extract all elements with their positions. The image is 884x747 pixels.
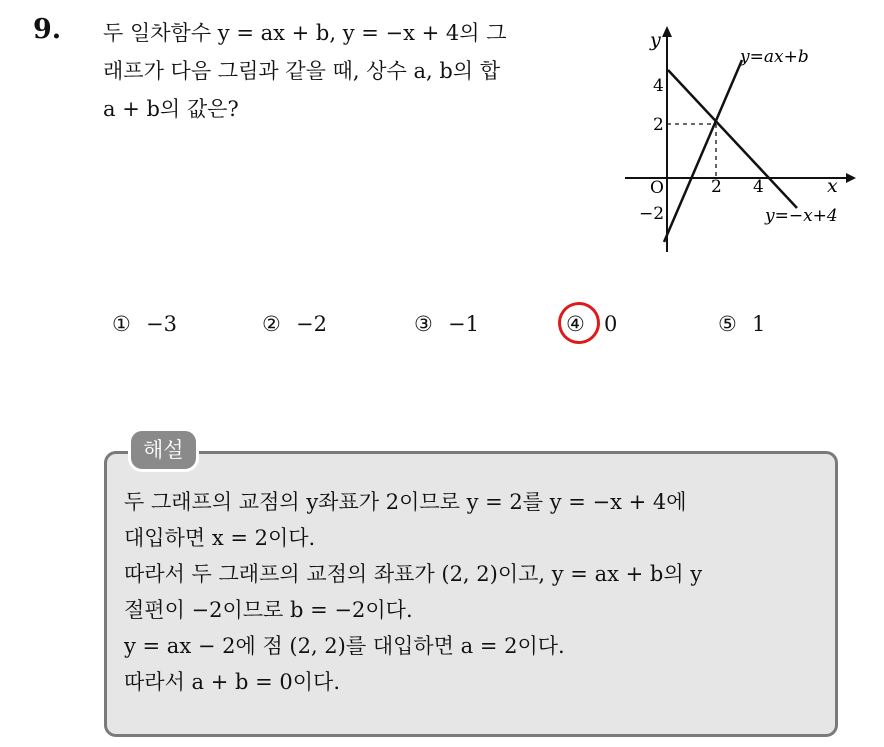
choice-5[interactable] [718, 312, 765, 336]
choice-value: 0 [604, 312, 618, 336]
solution-line: 두 그래프의 교점의 y좌표가 2이므로 y = 2를 y = −x + 4에 [124, 490, 687, 514]
choice-symbol: ① [112, 312, 131, 336]
choice-symbol: ④ [566, 312, 585, 336]
y-axis-label: y [650, 29, 661, 51]
question-line: 두 일차함수 y = ax + b, y = −x + 4의 그 [103, 21, 507, 45]
question-line: 래프가 다음 그림과 같을 때, 상수 a, b의 합 [103, 59, 501, 83]
solution-tag: 해설 [128, 428, 199, 472]
choice-value: 1 [752, 312, 766, 336]
choice-1[interactable] [112, 312, 177, 336]
line-label-neg-x-plus-4: y=−x+4 [765, 206, 838, 226]
question-text [103, 14, 603, 128]
x-axis-arrow [846, 173, 856, 183]
choice-symbol-wrap [566, 312, 604, 336]
solution-line: 따라서 두 그래프의 교점의 좌표가 (2, 2)이고, y = ax + b의 y [124, 562, 703, 586]
answer-choices [0, 312, 884, 348]
solution-line: 절편이 −2이므로 b = −2이다. [124, 598, 413, 622]
line-y-ax-plus-b [664, 60, 742, 242]
choice-symbol: ⑤ [718, 312, 737, 336]
solution-line: y = ax − 2에 점 (2, 2)를 대입하면 a = 2이다. [124, 634, 565, 658]
question-line: a + b의 값은? [103, 97, 239, 121]
choice-value: −3 [146, 312, 177, 336]
tick-label-y-4: 4 [653, 76, 664, 96]
line-label-ax-plus-b: y=ax+b [740, 47, 809, 67]
linear-function-graph [620, 20, 860, 255]
choice-4[interactable] [566, 312, 617, 336]
solution-line: 대입하면 x = 2이다. [124, 526, 316, 550]
origin-label: O [650, 178, 664, 198]
question-number: 9. [33, 14, 62, 45]
answer-circle-mark [555, 299, 602, 346]
choice-symbol: ③ [414, 312, 433, 336]
choice-value: −1 [448, 312, 479, 336]
tick-label-x-2: 2 [711, 177, 722, 197]
choice-symbol: ② [262, 312, 281, 336]
choice-2[interactable] [262, 312, 327, 336]
solution-line: 따라서 a + b = 0이다. [124, 670, 340, 694]
tick-label-x-4: 4 [753, 177, 764, 197]
tick-label-y-2: 2 [653, 115, 664, 135]
x-axis-label: x [827, 175, 838, 197]
choice-value: −2 [296, 312, 327, 336]
y-axis-arrow [662, 26, 672, 37]
solution-text [124, 484, 834, 700]
choice-3[interactable] [414, 312, 479, 336]
tick-label-y-neg2: −2 [639, 204, 665, 224]
